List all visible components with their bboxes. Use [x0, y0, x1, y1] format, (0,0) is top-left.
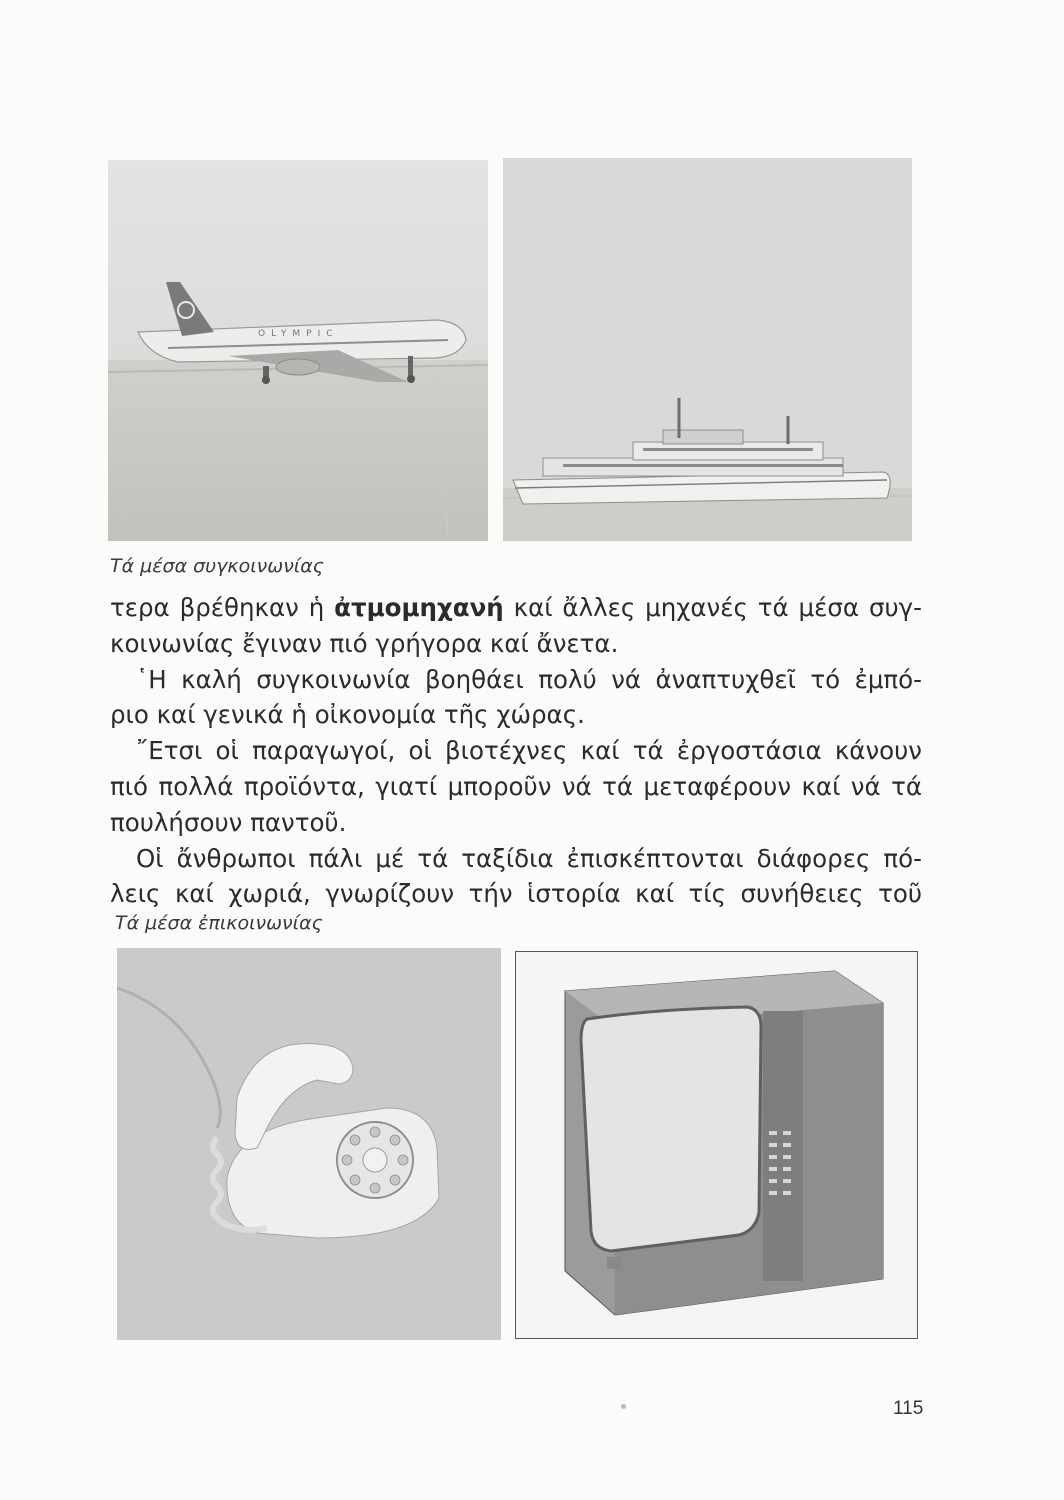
page-mark	[621, 1404, 626, 1409]
text-line: πιό πολλά προϊόντα, γιατί μποροῦν νά τά μεταφέρουν καί νά τά	[110, 771, 922, 801]
text-line: λεις καί χωριά, γνωρίζουν τήν ἱστορία καί τίς συνήθειες τοῦ	[110, 879, 922, 909]
text-line: Οἱ ἄνθρωποι πάλι μέ τά ταξίδια ἐπισκέπτονται διάφορες πό-	[136, 843, 922, 873]
airplane-photo	[108, 160, 488, 541]
text-line	[110, 590, 922, 626]
telephone-photo	[117, 948, 501, 1340]
television-photo	[515, 951, 918, 1339]
text-line: κοινωνίας ἔγιναν πιό γρήγορα καί ἄνετα.	[110, 628, 619, 658]
airplane-livery-text: OLYMPIC	[258, 329, 339, 339]
text-line: ῾Η καλή συγκοινωνία βοηθάει πολύ νά ἀναπτυχθεῖ τό ἐμπό-	[136, 664, 922, 694]
text-segment: καί ἄλλες μηχανές τά μέσα συγ-	[503, 593, 922, 622]
body-text	[110, 590, 922, 912]
bold-term: ἀτμομηχανή	[334, 593, 504, 622]
text-segment: τερα βρέθηκαν ἡ	[110, 593, 335, 622]
text-line: ῎Ετσι οἱ παραγωγοί, οἱ βιοτέχνες καί τά ἐργοστάσια κάνουν	[136, 736, 922, 766]
page-number: 115	[893, 1398, 924, 1419]
communication-caption: Τά μέσα ἐπικοινωνίας	[115, 912, 323, 934]
ship-photo	[503, 158, 912, 541]
text-line: πουλήσουν παντοῦ.	[110, 807, 347, 837]
transport-caption: Τά μέσα συγκοινωνίας	[110, 555, 324, 577]
text-line: ριο καί γενικά ἡ οἰκονομία τῆς χώρας.	[110, 700, 585, 730]
